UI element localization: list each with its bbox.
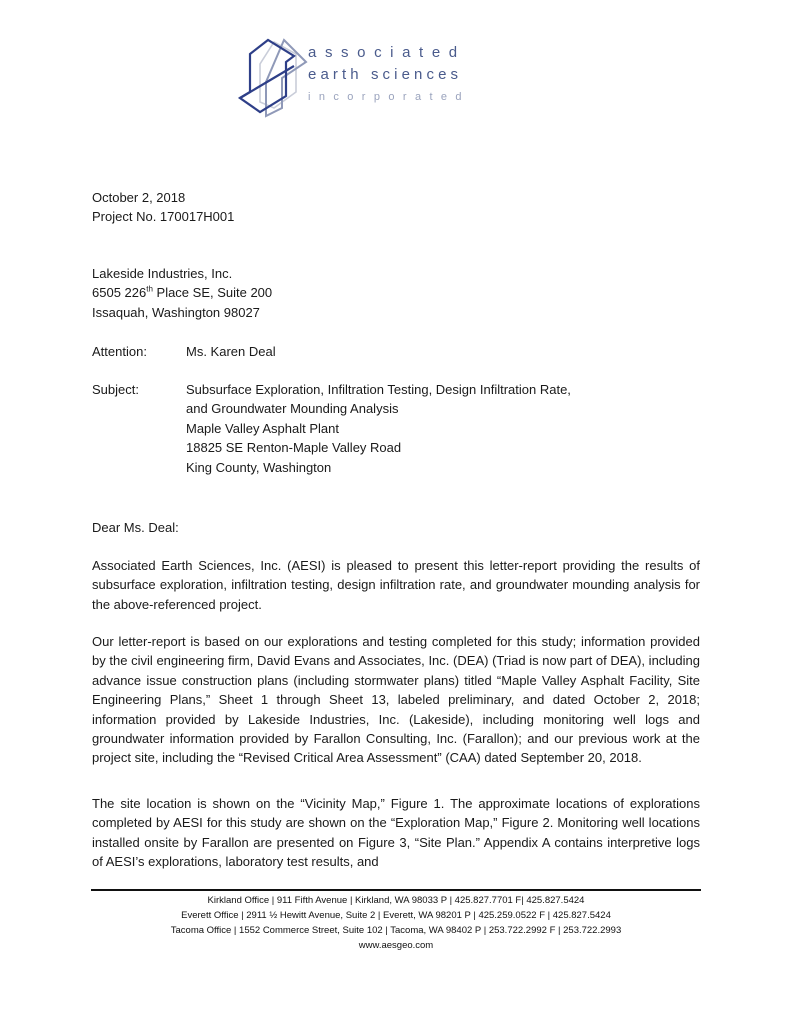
subject-label: Subject: <box>92 382 139 397</box>
date-block <box>92 188 700 227</box>
salutation: Dear Ms. Deal: <box>92 520 179 535</box>
subject-block <box>92 380 700 477</box>
subject-lines <box>186 380 571 477</box>
body-paragraph-3: The site location is shown on the “Vicinity Map,” Figure 1. The approximate locations of explorations completed by AESI for this study are shown on the “Exploration Map,” Figure 2. Monitoring well locations installed onsite by Farallon are presented on Figure 3, “Site Plan.” Appendix A contains interpretive logs of AESI’s explorations, laboratory test results, and <box>92 796 700 870</box>
subject-line: Subsurface Exploration, Infiltration Testing, Design Infiltration Rate, <box>186 382 571 397</box>
footer-tacoma-office: Tacoma Office | 1552 Commerce Street, Suite 102 | Tacoma, WA 98402 P | 253.722.2992 F | 253.722.2993 <box>170 925 622 936</box>
company-logo <box>238 36 538 126</box>
letter-date: October 2, 2018 <box>92 190 186 205</box>
recipient-city: Issaquah, Washington 98027 <box>92 304 260 320</box>
subject-line: Maple Valley Asphalt Plant <box>186 420 339 436</box>
body-paragraph-2: Our letter-report is based on our explorations and testing completed for this study; information provided by the civil engineering firm, David Evans and Associates, Inc. (DEA) (Triad is now part of DEA), including advance issue construction plans (including stormwater plans) titled “Maple Valley Asphalt Facility, Site Engineering Plans,” Sheet 1 through Sheet 13, labeled preliminary, and dated October 2, 2018; information provided by Lakeside Industries, Inc. (Lakeside), including monitoring well logs and groundwater information provided by Farallon Consulting, Inc. (Farallon); and our previous work at the project site, including the “Revised Critical Area Assessment” (CAA) dated September 20, 2018. <box>92 634 700 766</box>
attention-line <box>92 342 700 361</box>
recipient-address <box>92 264 700 322</box>
footer-website-link[interactable]: www.aesgeo.com <box>358 940 434 951</box>
footer <box>91 893 701 953</box>
logo-mark-icon <box>238 36 308 126</box>
logo-line-associated: associated <box>308 44 466 61</box>
subject-line: 18825 SE Renton-Maple Valley Road <box>186 440 402 456</box>
project-number: Project No. 170017H001 <box>92 209 235 225</box>
attention-value: Ms. Karen Deal <box>186 344 276 359</box>
footer-everett-office: Everett Office | 2911 ½ Hewitt Avenue, Suite 2 | Everett, WA 98201 P | 425.259.0522 F | 425.827.5424 <box>181 910 611 921</box>
recipient-street: 6505 226th Place SE, Suite 200 <box>92 285 273 301</box>
recipient-company: Lakeside Industries, Inc. <box>92 266 233 281</box>
logo-line-earth-sciences: earth sciences <box>308 66 463 83</box>
footer-kirkland-office: Kirkland Office | 911 Fifth Avenue | Kirkland, WA 98033 P | 425.827.7701 F| 425.827.5424 <box>207 895 585 906</box>
body-paragraph-1: Associated Earth Sciences, Inc. (AESI) is pleased to present this letter-report providing the results of subsurface exploration, infiltration testing, design infiltration rate, and groundwater mounding analysis for the above-referenced project. <box>92 558 700 612</box>
subject-line: King County, Washington <box>186 459 332 475</box>
attention-label: Attention: <box>92 344 147 359</box>
subject-line: and Groundwater Mounding Analysis <box>186 401 399 417</box>
logo-line-incorporated: incorporated <box>308 91 470 103</box>
logo-wordmark <box>308 42 470 108</box>
footer-divider <box>91 889 701 891</box>
